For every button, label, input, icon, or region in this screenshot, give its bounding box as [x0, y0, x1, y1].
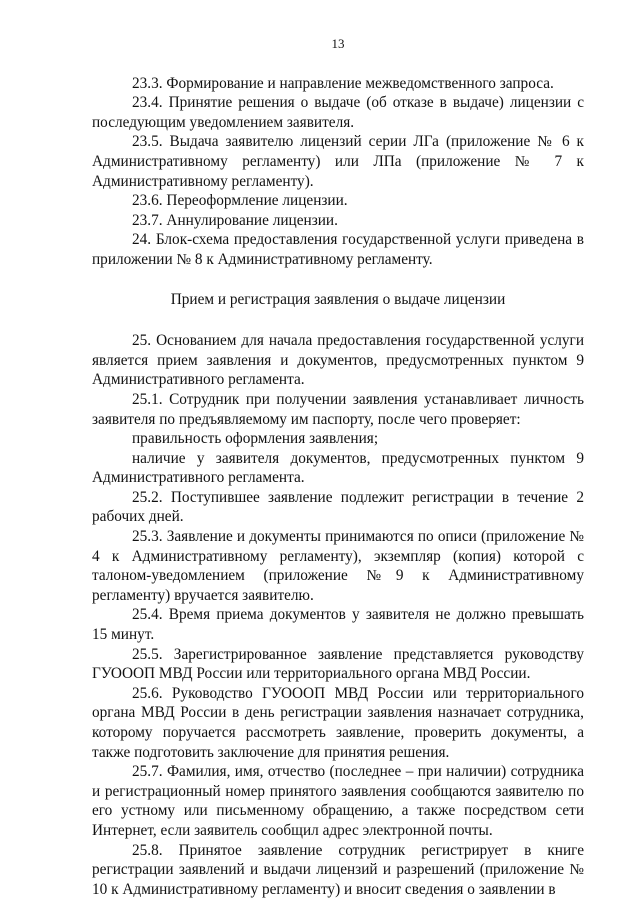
- paragraph: 23.5. Выдача заявителю лицензий серии ЛГа (приложение № 6 к Административному регламенту) или ЛПа (приложение № 7 к Административному регламенту).: [92, 133, 584, 190]
- paragraph: 25.6. Руководство ГУОООП МВД России или территориального органа МВД России в день регистрации заявления назначает сотрудника, которому поручается рассмотреть заявление, проверить документы, а также подготовить заключение для принятия решения.: [92, 684, 584, 761]
- paragraph: 23.4. Принятие решения о выдаче (об отказе в выдаче) лицензии с последующим уведомлением заявителя.: [92, 94, 584, 131]
- paragraph: наличие у заявителя документов, предусмотренных пунктом 9 Административного регламента.: [92, 449, 584, 487]
- paragraph: 25.7. Фамилия, имя, отчество (последнее – при наличии) сотрудника и регистрационный номер принятого заявления сообщаются заявителю по его устному или письменному обращению, а также посредством сети Интернет, если заявитель сообщил адрес электронной почты.: [92, 763, 584, 839]
- paragraph: 25.8. Принятое заявление сотрудник регистрирует в книге регистрации заявлений и выдачи лицензий и разрешений (приложение № 10 к Административному регламенту) и вносит сведения о заявлении в: [92, 841, 584, 898]
- paragraph: 25.3. Заявление и документы принимаются по описи (приложение № 4 к Административному регламенту), экземпляр (копия) которой с талоном-уведомлением (приложение №9 к Административному регламенту) вручается заявителю.: [92, 528, 584, 604]
- paragraph: 23.7. Аннулирование лицензии.: [132, 211, 338, 229]
- paragraph: 25. Основанием для начала предоставления государственной услуги является прием заявления и документов, предусмотренных пунктом 9 Административного регламента.: [92, 332, 584, 389]
- document-body: [92, 74, 584, 900]
- paragraph: 25.2. Поступившее заявление подлежит регистрации в течение 2 рабочих дней.: [92, 488, 584, 526]
- paragraph: 25.4. Время приема документов у заявителя не должно превышать 15 минут.: [92, 606, 584, 644]
- paragraph: 25.5. Зарегистрированное заявление представляется руководству ГУОООП МВД России или территориального органа МВД России.: [92, 645, 584, 683]
- paragraph: 23.3. Формирование и направление межведомственного запроса.: [132, 74, 554, 92]
- paragraph: 25.1. Сотрудник при получении заявления устанавливает личность заявителя по предъявляемому им паспорту, после чего проверяет:: [92, 390, 584, 428]
- page-number: 13: [331, 36, 345, 51]
- paragraph: правильность оформления заявления;: [132, 430, 379, 448]
- paragraph: 24. Блок-схема предоставления государственной услуги приведена в приложении № 8 к Административному регламенту.: [92, 231, 584, 268]
- section-heading: Прием и регистрация заявления о выдаче лицензии: [170, 290, 506, 308]
- paragraph: 23.6. Переоформление лицензии.: [132, 192, 348, 210]
